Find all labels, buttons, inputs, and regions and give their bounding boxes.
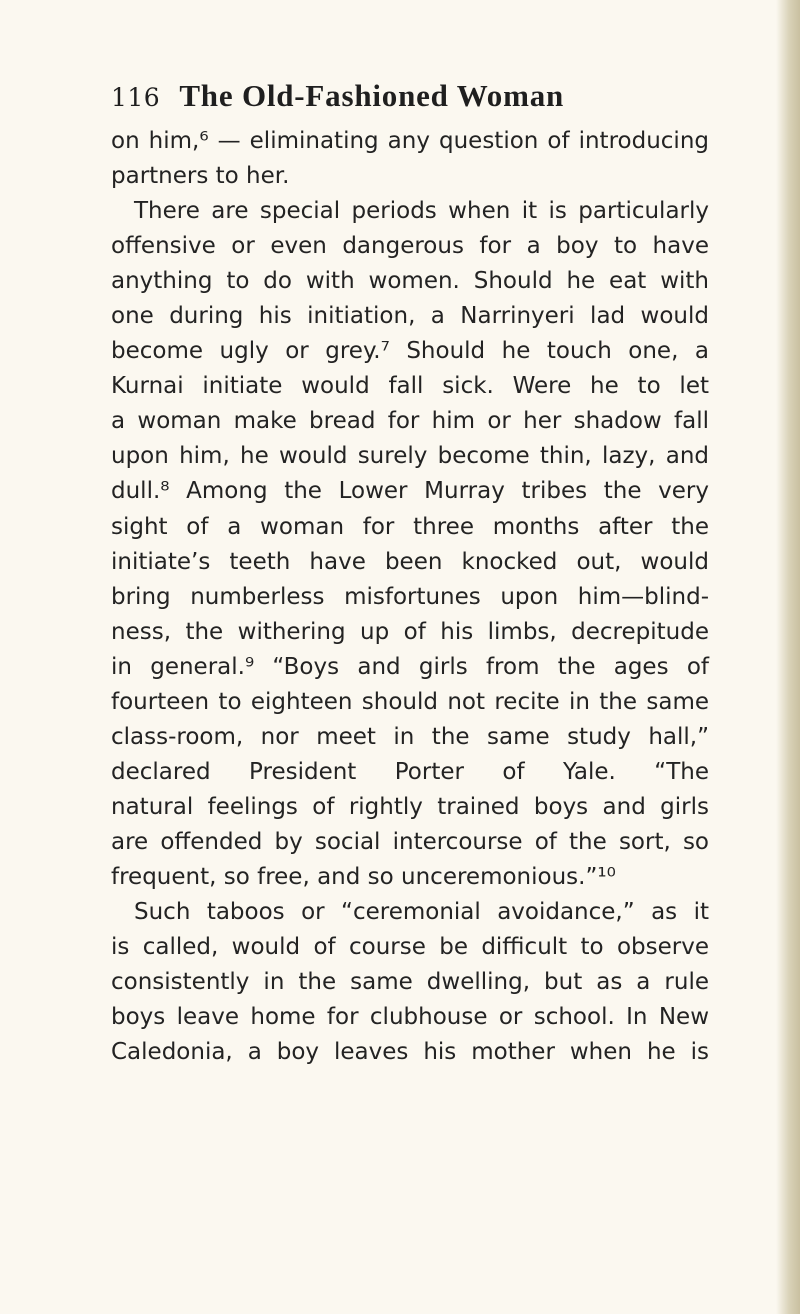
text-line: consistently in the same dwelling, but as a rule — [111, 969, 709, 996]
text-line: bring numberless misfortunes upon him—blind- — [111, 583, 709, 610]
text-line: are offended by social intercourse of the sort, so — [111, 828, 709, 855]
text-line: on him,⁶ — eliminating any question of introducing — [111, 128, 709, 154]
text-line: boys leave home for clubhouse or school. In New — [111, 1004, 709, 1031]
text-line: class-room, nor meet in the same study hall,” — [111, 723, 709, 750]
text-line: partners to her. — [111, 163, 290, 190]
text-line: in general.⁹ “Boys and girls from the ages of — [111, 653, 709, 680]
text-line: ness, the withering up of his limbs, decrepitude — [111, 618, 709, 645]
body-text — [111, 124, 709, 1070]
text-line: anything to do with women. Should he eat with — [111, 268, 709, 295]
text-line: frequent, so free, and so unceremonious.”¹⁰ — [111, 863, 616, 890]
text-line: Such taboos or “ceremonial avoidance,” as it — [134, 899, 709, 926]
running-title: The Old-Fashioned Woman — [179, 78, 565, 113]
text-line: initiate’s teeth have been knocked out, would — [111, 548, 709, 575]
text-line: a woman make bread for him or her shadow fall — [111, 408, 709, 435]
page-header — [111, 78, 711, 118]
text-line: is called, would of course be difficult to observe — [111, 934, 709, 961]
text-line: offensive or even dangerous for a boy to have — [111, 233, 709, 260]
text-line: one during his initiation, a Narrinyeri lad would — [111, 303, 709, 330]
page-number: 116 — [111, 83, 161, 112]
page-edge-shadow — [776, 0, 800, 1314]
text-line: Caledonia, a boy leaves his mother when he is — [111, 1039, 709, 1066]
text-line: There are special periods when it is particularly — [134, 198, 709, 225]
text-line: dull.⁸ Among the Lower Murray tribes the very — [111, 478, 709, 505]
text-line: sight of a woman for three months after the — [111, 513, 709, 540]
text-line: declared President Porter of Yale. “The — [111, 758, 709, 785]
text-line: Kurnai initiate would fall sick. Were he to let — [111, 373, 709, 400]
text-line: natural feelings of rightly trained boys and girls — [111, 793, 709, 820]
text-line: become ugly or grey.⁷ Should he touch one, a — [111, 338, 709, 365]
text-line: fourteen to eighteen should not recite in the same — [111, 688, 709, 715]
text-line: upon him, he would surely become thin, lazy, and — [111, 443, 709, 470]
